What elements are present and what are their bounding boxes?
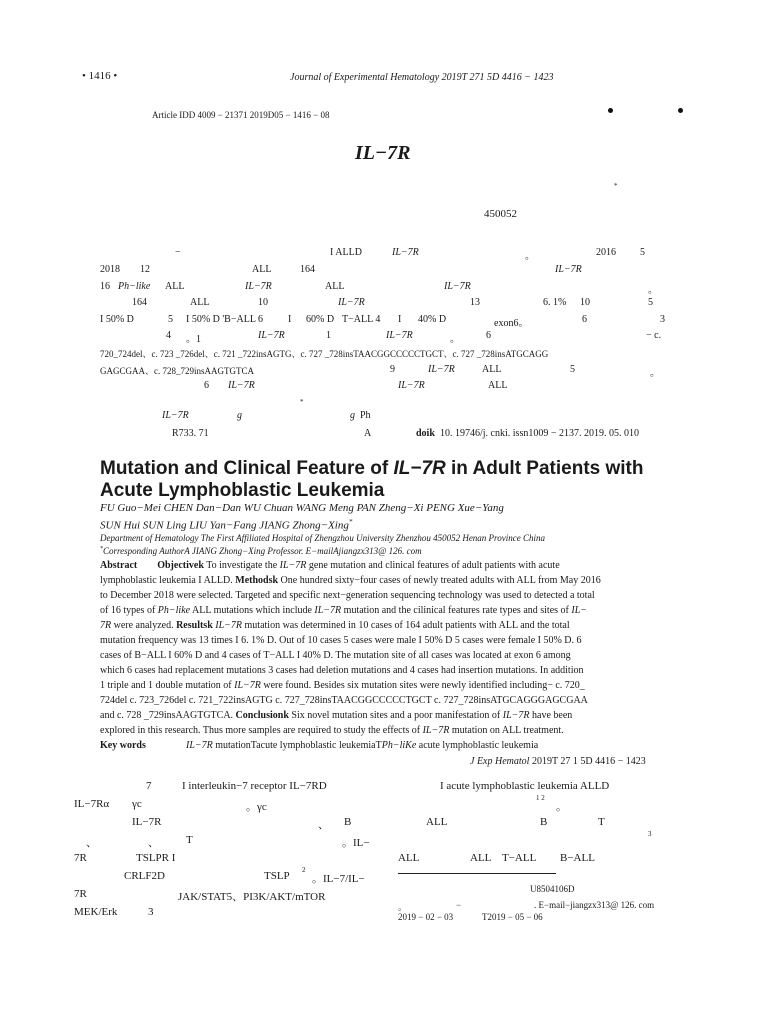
cn-frag: IL−7R <box>386 330 413 341</box>
abstract-frag: IL−7R <box>502 710 530 721</box>
body-frag: 1 2 <box>536 794 545 802</box>
abstract-frag: IL−7R <box>422 725 450 736</box>
body-frag: T <box>598 816 605 828</box>
abstract-line <box>100 695 588 706</box>
authors-star: * <box>348 518 353 526</box>
cn-frag: I <box>398 314 402 325</box>
body-frag: ALL <box>470 852 492 864</box>
dot-mark <box>608 108 613 113</box>
cn-frag: IL−7R <box>444 281 471 292</box>
abstract-frag: were analyzed. <box>111 620 177 631</box>
body-frag: 。IL−7/IL− <box>312 873 365 885</box>
en-title <box>100 458 644 480</box>
cn-frag: * <box>300 398 304 406</box>
body-frag: T <box>186 834 193 846</box>
body-frag: 3 <box>648 830 652 838</box>
cn-frag: 10. 19746/j. cnki. issn1009 − 2137. 2019. 05. 010 <box>440 428 639 439</box>
cn-frag: − c. <box>646 330 662 341</box>
body-frag: ALL <box>398 852 420 864</box>
cn-frag: ALL <box>190 297 210 308</box>
body-frag: TSLPR I <box>136 852 176 864</box>
authors-line1: FU Guo−Mei CHEN Dan−Dan WU Chuan WANG Meng PAN Zheng−Xi PENG Xue−Yang <box>100 502 504 514</box>
cn-frag: exon6。 <box>494 318 529 329</box>
cn-frag: ALL <box>165 281 185 292</box>
body-frag: IL−7R <box>132 816 162 828</box>
abstract-line <box>100 650 571 661</box>
abstract-frag: mutation on ALL treatment. <box>449 725 564 736</box>
footnote-frag: 2019 − 02 − 03 <box>398 912 454 922</box>
body-frag: 7R <box>74 888 87 900</box>
key-word: mutationTacute lymphoblastic leukemiaT <box>212 740 382 751</box>
en-title-part: Mutation and Clinical Feature of <box>100 458 394 479</box>
dot-mark <box>678 108 683 113</box>
body-frag: JAK/STAT5、PI3K/AKT/mTOR <box>178 891 326 903</box>
abstract-frag: mutation was determined in 10 cases of 164 adult patients with ALL and the total <box>242 620 570 631</box>
cn-frag: 6. 1% <box>543 297 567 308</box>
cn-frag: IL−7R <box>555 264 582 275</box>
abstract-frag: IL−7R <box>234 680 261 691</box>
cn-frag: 5 <box>640 247 645 258</box>
corresponding-text: Corresponding AuthorA JIANG Zhong−Xing Professor. E−mailAjiangzx313@ 126. com <box>103 546 422 556</box>
corresponding <box>100 546 422 556</box>
cn-frag: 。 <box>450 334 460 345</box>
cn-frag: 5 <box>168 314 173 325</box>
abstract-frag: 1 triple and 1 double mutation of <box>100 680 235 691</box>
cn-frag: A <box>364 428 372 439</box>
cn-frag: 13 <box>470 297 480 308</box>
cn-frag: IL−7R <box>162 410 189 421</box>
abstract-line <box>100 635 582 646</box>
abstract-frag: IL−7R <box>215 620 243 631</box>
body-frag: 3 <box>148 906 154 918</box>
body-frag: CRLF2D <box>124 870 165 882</box>
body-frag: T−ALL <box>502 852 537 864</box>
cn-zip: 450052 <box>484 208 517 220</box>
abstract-frag: Abstract <box>100 560 138 571</box>
key-words-label: Key words <box>100 740 146 751</box>
abstract-frag: IL−7R <box>314 605 342 616</box>
footnote-frag: U8504106D <box>530 884 575 894</box>
affiliation: Department of Hematology The First Affiliated Hospital of Zhengzhou University Zhenzhou 450052 Henan Province China <box>100 533 545 543</box>
abstract-frag: IL−7R <box>279 560 307 571</box>
abstract-frag: Conclusionk <box>235 710 289 721</box>
cn-frag: 12 <box>140 264 150 275</box>
cn-frag: 2018 <box>100 264 120 275</box>
cn-frag: 1 <box>326 330 331 341</box>
abstract-frag: which 6 cases had replacement mutations 3 cases had deletion mutations and 4 cases had insertion mutations. In addition <box>100 665 584 676</box>
abstract-line <box>100 710 572 721</box>
cn-frag: − <box>175 247 181 258</box>
cn-frag: IL−7R <box>245 281 272 292</box>
abstract-frag: One hundred sixty−four cases of newly treated adults with ALL from May 2016 <box>278 575 601 586</box>
cn-frag: ALL <box>252 264 272 275</box>
abstract-frag: have been <box>529 710 573 721</box>
key-words <box>186 740 538 751</box>
abstract-line <box>100 680 585 691</box>
citation-journal: J Exp Hematol <box>470 756 530 767</box>
body-frag: I acute lymphoblastic leukemia ALLD <box>440 780 610 792</box>
abstract-frag: ALL mutations which include <box>190 605 315 616</box>
abstract-line <box>100 575 601 586</box>
body-frag: B <box>540 816 548 828</box>
abstract-frag: lymphoblastic leukemia I ALLD. <box>100 575 236 586</box>
cn-frag: 3 <box>660 314 665 325</box>
page-number: • 1416 • <box>82 70 118 82</box>
abstract-frag: and c. 728 _729insAAGTGTCA. <box>100 710 236 721</box>
cn-frag: 6 <box>486 330 491 341</box>
cn-frag: GAGCGAA、c. 728_729insAAGTGTCA <box>100 366 254 376</box>
abstract-frag: Six novel mutation sites and a poor manifestation of <box>288 710 503 721</box>
abstract-frag: cases of B−ALL I 60% D and 4 cases of T−ALL I 40% D. The mutation site of all cases was located at exon 6 among <box>100 650 571 661</box>
cn-frag: 2016 <box>596 247 616 258</box>
footnote-frag: T2019 − 05 − 06 <box>482 912 543 922</box>
abstract-frag: to December 2018 were selected. Targeted and specific next−generation sequencing technology was used to detected a total <box>100 590 595 601</box>
article-id: Article IDD 4009 − 21371 2019D05 − 1416 − 08 <box>152 110 330 120</box>
abstract-frag: IL− <box>571 605 588 616</box>
abstract-frag: Objectivek <box>157 560 204 571</box>
cn-frag: Ph <box>360 410 371 421</box>
body-frag: 、 <box>148 837 159 849</box>
cn-frag: 9 <box>390 364 395 375</box>
abstract-frag: Resultsk <box>176 620 213 631</box>
body-frag: γc <box>132 798 142 810</box>
authors-line2 <box>100 518 352 532</box>
cn-frag: 16 <box>100 281 110 292</box>
body-frag: IL−7Rα <box>74 798 110 810</box>
cn-frag: 164 <box>132 297 147 308</box>
cn-frag: 。 <box>650 368 660 379</box>
body-frag: TSLP <box>264 870 290 882</box>
cn-frag: R733. 71 <box>172 428 209 439</box>
cn-frag: g <box>237 410 242 421</box>
footnote-frag: − <box>456 900 462 910</box>
cn-frag: Ph−like <box>118 281 151 292</box>
abstract-frag: Methodsk <box>235 575 279 586</box>
body-frag: ALL <box>426 816 448 828</box>
cn-frag: 5 <box>648 297 653 308</box>
abstract-line <box>100 665 584 676</box>
body-frag: B−ALL <box>560 852 595 864</box>
cn-frag: 。 <box>648 285 658 296</box>
cn-frag: I ALLD <box>330 247 362 258</box>
abstract-line <box>100 725 564 736</box>
cn-frag: 60% D <box>306 314 335 325</box>
abstract-frag <box>137 560 157 571</box>
cn-frag: IL−7R <box>398 380 425 391</box>
footnote-frag: 。 <box>398 902 408 912</box>
footnote-rule <box>398 873 556 874</box>
body-frag: 。γc <box>246 801 267 813</box>
en-title-line2: Acute Lymphoblastic Leukemia <box>100 480 385 501</box>
en-title-part: IL−7R <box>393 458 446 479</box>
cn-title: IL−7R <box>355 142 411 164</box>
abstract-frag: To investigate the <box>203 560 280 571</box>
abstract-line <box>100 590 595 601</box>
cn-frag: IL−7R <box>392 247 419 258</box>
abstract-frag: explored in this research. Thus more samples are required to study the effects of <box>100 725 423 736</box>
abstract-frag: gene mutation and clinical features of adult patients with acute <box>306 560 560 571</box>
cn-frag: ALL <box>325 281 345 292</box>
body-frag: B <box>344 816 352 828</box>
body-frag: MEK/Erk <box>74 906 118 918</box>
en-title-part: in Adult Patients with <box>445 458 644 479</box>
cn-frag: 720_724del、c. 723 _726del、c. 721 _722insAGTG、c. 727 _728insTAACGGCCCCCTGCT、c. 727 _728insATGCAGG <box>100 349 549 359</box>
abstract-line <box>100 605 587 616</box>
cn-frag: doik <box>416 428 435 439</box>
citation <box>470 756 646 767</box>
abstract-frag: 724del c. 723_726del c. 721_722insAGTG c. 727_728insTAACGGCCCCCTGCT c. 727_728insATGCAGGGAGCGAA <box>100 695 588 706</box>
body-frag: 7 <box>146 780 152 792</box>
cn-frag: 6 <box>204 380 209 391</box>
cn-frag: I <box>288 314 292 325</box>
body-frag: 。IL− <box>342 837 370 849</box>
abstract-frag: were found. Besides six mutation sites were newly identified including− c. 720_ <box>260 680 585 691</box>
footnote-frag: . E−mail−jiangzx313@ 126. com <box>534 900 655 910</box>
abstract-frag: of 16 types of <box>100 605 158 616</box>
abstract-line <box>100 560 560 571</box>
cn-frag: 10 <box>258 297 268 308</box>
cn-frag: ALL <box>482 364 502 375</box>
cn-frag: I 50% D <box>100 314 134 325</box>
cn-frag: 164 <box>300 264 315 275</box>
abstract-frag: mutation and the cilinical features rate types and sites of <box>341 605 572 616</box>
body-frag: 、 <box>86 837 97 849</box>
cn-frag: 5 <box>570 364 575 375</box>
key-word: Ph−liKe <box>381 740 417 751</box>
abstract-frag: mutation frequency was 13 times I 6. 1% D. Out of 10 cases 5 cases were male I 50% D 5 cases were female I 50% D. 6 <box>100 635 582 646</box>
body-frag: 。 <box>556 801 567 813</box>
abstract-frag: Ph−like <box>157 605 191 616</box>
cn-frag: 。 <box>525 251 535 262</box>
cn-frag: 6 <box>582 314 587 325</box>
cn-frag: IL−7R <box>228 380 255 391</box>
journal-header: Journal of Experimental Hematology 2019T 271 5D 4416 − 1423 <box>290 72 554 83</box>
cn-frag: 40% D <box>418 314 447 325</box>
citation-detail: 2019T 27 1 5D 4416 − 1423 <box>529 756 646 767</box>
cn-frag: T−ALL 4 <box>342 314 381 325</box>
body-frag: 2 <box>302 866 306 874</box>
abstract-line <box>100 620 570 631</box>
cn-frag: IL−7R <box>428 364 455 375</box>
cn-frag: IL−7R <box>338 297 365 308</box>
cn-frag: I 50% D 'B−ALL 6 <box>186 314 264 325</box>
authors-names: SUN Hui SUN Ling LIU Yan−Fang JIANG Zhong−Xing <box>100 519 349 532</box>
body-frag: 、 <box>318 819 329 831</box>
cn-frag: IL−7R <box>258 330 285 341</box>
corresponding-star: * <box>100 546 103 552</box>
cn-frag: 4 <box>166 330 171 341</box>
cn-frag: 10 <box>580 297 590 308</box>
key-word: IL−7R <box>186 740 213 751</box>
body-frag: I interleukin−7 receptor IL−7RD <box>182 780 327 792</box>
key-word: acute lymphoblastic leukemia <box>416 740 539 751</box>
cn-frag: 。1 <box>186 334 201 345</box>
cn-affil-mark: * <box>614 182 618 190</box>
cn-frag: ALL <box>488 380 508 391</box>
body-frag: 7R <box>74 852 87 864</box>
cn-frag: g <box>350 410 355 421</box>
abstract-frag: 7R <box>100 620 112 631</box>
